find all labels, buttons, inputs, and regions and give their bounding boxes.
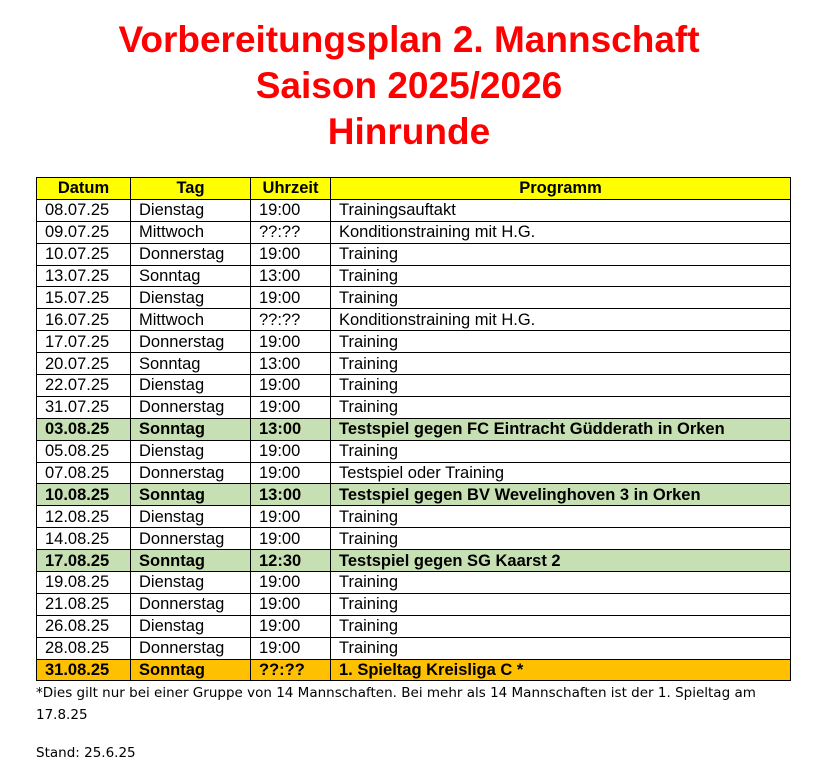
- cell-program: Training: [331, 615, 791, 637]
- cell-time: 19:00: [251, 287, 331, 309]
- table-row: [37, 484, 791, 506]
- cell-date: 14.08.25: [37, 528, 131, 550]
- table-row: [37, 659, 791, 681]
- cell-program: Training: [331, 353, 791, 375]
- cell-day: Dienstag: [131, 199, 251, 221]
- cell-program: Training: [331, 593, 791, 615]
- cell-date: 17.07.25: [37, 331, 131, 353]
- cell-program: Training: [331, 243, 791, 265]
- cell-program: Konditionstraining mit H.G.: [331, 221, 791, 243]
- table-row: [37, 615, 791, 637]
- page-title: Vorbereitungsplan 2. Mannschaft: [118, 19, 700, 60]
- cell-day: Sonntag: [131, 659, 251, 681]
- table-row: [37, 440, 791, 462]
- cell-time: ??:??: [251, 221, 331, 243]
- cell-date: 12.08.25: [37, 506, 131, 528]
- cell-day: Dienstag: [131, 506, 251, 528]
- header-time: Uhrzeit: [251, 178, 331, 200]
- cell-time: 19:00: [251, 396, 331, 418]
- table-row: [37, 375, 791, 397]
- cell-date: 08.07.25: [37, 199, 131, 221]
- table-row: [37, 287, 791, 309]
- cell-day: Donnerstag: [131, 593, 251, 615]
- cell-date: 26.08.25: [37, 615, 131, 637]
- cell-time: 19:00: [251, 462, 331, 484]
- cell-time: 19:00: [251, 243, 331, 265]
- cell-day: Donnerstag: [131, 331, 251, 353]
- cell-time: 19:00: [251, 440, 331, 462]
- cell-time: 19:00: [251, 572, 331, 594]
- table-row: [37, 309, 791, 331]
- table-row: [37, 396, 791, 418]
- table-row: [37, 462, 791, 484]
- cell-day: Donnerstag: [131, 637, 251, 659]
- cell-day: Mittwoch: [131, 309, 251, 331]
- table-row: [37, 528, 791, 550]
- table-row: [37, 506, 791, 528]
- cell-day: Dienstag: [131, 440, 251, 462]
- header-date: Datum: [37, 178, 131, 200]
- cell-time: 19:00: [251, 637, 331, 659]
- cell-date: 31.07.25: [37, 396, 131, 418]
- cell-time: 12:30: [251, 550, 331, 572]
- cell-program: Training: [331, 637, 791, 659]
- cell-day: Dienstag: [131, 572, 251, 594]
- table-row: [37, 550, 791, 572]
- header-day: Tag: [131, 178, 251, 200]
- cell-day: Sonntag: [131, 550, 251, 572]
- cell-day: Sonntag: [131, 353, 251, 375]
- cell-day: Donnerstag: [131, 396, 251, 418]
- cell-day: Mittwoch: [131, 221, 251, 243]
- table-row: [37, 637, 791, 659]
- cell-date: 17.08.25: [37, 550, 131, 572]
- cell-date: 19.08.25: [37, 572, 131, 594]
- cell-program: Testspiel gegen SG Kaarst 2: [331, 550, 791, 572]
- cell-day: Sonntag: [131, 265, 251, 287]
- cell-program: Training: [331, 375, 791, 397]
- cell-time: ??:??: [251, 659, 331, 681]
- cell-date: 13.07.25: [37, 265, 131, 287]
- cell-time: 19:00: [251, 506, 331, 528]
- cell-program: Training: [331, 572, 791, 594]
- cell-time: ??:??: [251, 309, 331, 331]
- cell-program: Training: [331, 287, 791, 309]
- cell-time: 19:00: [251, 615, 331, 637]
- cell-date: 05.08.25: [37, 440, 131, 462]
- cell-date: 10.08.25: [37, 484, 131, 506]
- cell-time: 13:00: [251, 418, 331, 440]
- cell-program: Testspiel gegen BV Wevelinghoven 3 in Orken: [331, 484, 791, 506]
- cell-program: Training: [331, 396, 791, 418]
- table-row: [37, 418, 791, 440]
- cell-day: Dienstag: [131, 375, 251, 397]
- table-row: [37, 353, 791, 375]
- table-row: [37, 593, 791, 615]
- cell-program: Testspiel gegen FC Eintracht Güdderath in Orken: [331, 418, 791, 440]
- header-program: Programm: [331, 178, 791, 200]
- cell-day: Donnerstag: [131, 528, 251, 550]
- cell-program: Training: [331, 440, 791, 462]
- cell-time: 19:00: [251, 528, 331, 550]
- table-row: [37, 243, 791, 265]
- cell-date: 07.08.25: [37, 462, 131, 484]
- table-row: [37, 221, 791, 243]
- stand-date: Stand: 25.6.25: [36, 745, 136, 761]
- cell-day: Donnerstag: [131, 243, 251, 265]
- cell-date: 31.08.25: [37, 659, 131, 681]
- cell-time: 13:00: [251, 484, 331, 506]
- cell-program: Konditionstraining mit H.G.: [331, 309, 791, 331]
- cell-time: 13:00: [251, 265, 331, 287]
- cell-date: 21.08.25: [37, 593, 131, 615]
- cell-date: 03.08.25: [37, 418, 131, 440]
- cell-day: Donnerstag: [131, 462, 251, 484]
- cell-program: Trainingsauftakt: [331, 199, 791, 221]
- cell-program: Testspiel oder Training: [331, 462, 791, 484]
- cell-date: 16.07.25: [37, 309, 131, 331]
- cell-day: Dienstag: [131, 287, 251, 309]
- cell-date: 22.07.25: [37, 375, 131, 397]
- cell-day: Sonntag: [131, 418, 251, 440]
- cell-time: 19:00: [251, 199, 331, 221]
- footnote: *Dies gilt nur bei einer Gruppe von 14 Mannschaften. Bei mehr als 14 Mannschaften ist der 1. Spieltag am 17.8.25: [36, 685, 756, 723]
- table-header-row: [37, 178, 791, 200]
- table-row: [37, 199, 791, 221]
- cell-day: Dienstag: [131, 615, 251, 637]
- table-row: [37, 331, 791, 353]
- cell-program: Training: [331, 528, 791, 550]
- cell-time: 19:00: [251, 593, 331, 615]
- cell-time: 19:00: [251, 331, 331, 353]
- cell-date: 20.07.25: [37, 353, 131, 375]
- cell-date: 10.07.25: [37, 243, 131, 265]
- cell-program: Training: [331, 331, 791, 353]
- cell-date: 28.08.25: [37, 637, 131, 659]
- schedule-table: [36, 177, 791, 681]
- cell-date: 15.07.25: [37, 287, 131, 309]
- cell-program: Training: [331, 265, 791, 287]
- table-row: [37, 572, 791, 594]
- cell-day: Sonntag: [131, 484, 251, 506]
- table-row: [37, 265, 791, 287]
- cell-date: 09.07.25: [37, 221, 131, 243]
- cell-time: 13:00: [251, 353, 331, 375]
- cell-time: 19:00: [251, 375, 331, 397]
- cell-program: 1. Spieltag Kreisliga C *: [331, 659, 791, 681]
- round-title: Hinrunde: [327, 111, 491, 152]
- season-title: Saison 2025/2026: [255, 65, 563, 106]
- cell-program: Training: [331, 506, 791, 528]
